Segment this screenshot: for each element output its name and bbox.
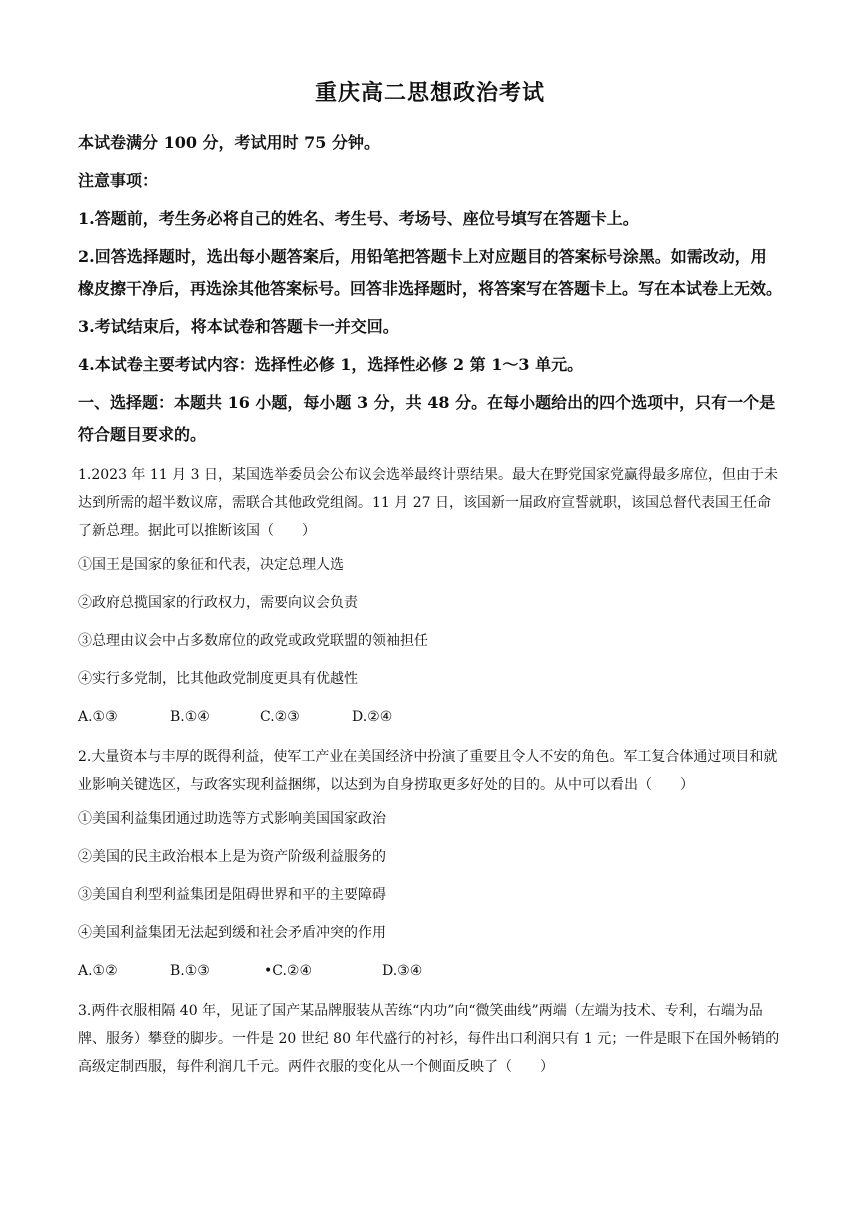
question-option: ③总理由议会中占多数席位的政党或政党联盟的领袖担任 bbox=[78, 633, 428, 649]
question-option: ③美国自利型利益集团是阻碍世界和平的主要障碍 bbox=[78, 887, 386, 903]
question-option: ②美国的民主政治根本上是为资产阶级利益服务的 bbox=[78, 849, 386, 865]
choice-c: C.②③ bbox=[260, 709, 300, 725]
choice-b: B.①③ bbox=[170, 963, 210, 979]
page-title: 重庆高二思想政治考试 bbox=[314, 80, 545, 106]
notice-item: 4.本试卷主要考试内容：选择性必修 1，选择性必修 2 第 1～3 单元。 bbox=[78, 355, 584, 374]
exam-intro: 本试卷满分 100 分，考试用时 75 分钟。 bbox=[78, 133, 380, 152]
notice-item: 3.考试结束后，将本试卷和答题卡一并交回。 bbox=[78, 317, 399, 336]
notice-header: 注意事项： bbox=[78, 171, 159, 190]
choice-d: D.②④ bbox=[352, 709, 393, 725]
question-option: ②政府总揽国家的行政权力，需要向议会负责 bbox=[78, 595, 358, 611]
question-stem: 2.大量资本与丰厚的既得利益，使军工产业在美国经济中扮演了重要且令人不安的角色。军工复合体通过项目和就业影响关键选区，与政客实现利益捆绑，以达到为自身捞取更多好处的目的。从中可以看出（ ） bbox=[78, 749, 778, 793]
question-option: ④美国利益集团无法起到缓和社会矛盾冲突的作用 bbox=[78, 925, 386, 941]
choice-c: •C.②④ bbox=[264, 963, 313, 979]
notice-item: 2.回答选择题时，选出每小题答案后，用铅笔把答题卡上对应题目的答案标号涂黑。如需改动，用橡皮擦干净后，再选涂其他答案标号。回答非选择题时，将答案写在答题卡上。写在本试卷上无效。 bbox=[78, 247, 783, 298]
answer-choices bbox=[78, 707, 782, 727]
choice-a: A.①③ bbox=[78, 709, 118, 725]
question-stem: 1.2023 年 11 月 3 日，某国选举委员会公布议会选举最终计票结果。最大在野党国家党赢得最多席位，但由于未达到所需的超半数议席，需联合其他政党组阁。11 月 27 日，该国新一届政府宣誓就职，该国总督代表国王任命了新总理。据此可以推断该国（ ） bbox=[78, 467, 778, 539]
choice-d: D.③④ bbox=[382, 963, 423, 979]
question-stem: 3.两件衣服相隔 40 年，见证了国产某品牌服装从苦练“内功”向“微笑曲线”两端（左端为技术、专利，右端为品牌、服务）攀登的脚步。一件是 20 世纪 80 年代盛行的衬衫，每件出口利润只有 1 元；一件是眼下在国外畅销的高级定制西服，每件利润几千元。两件衣服的变化从一个侧面反映了（ ） bbox=[78, 1003, 780, 1075]
section-header: 一、选择题：本题共 16 小题，每小题 3 分，共 48 分。在每小题给出的四个选项中，只有一个是符合题目要求的。 bbox=[78, 393, 776, 444]
notice-item: 1.答题前，考生务必将自己的姓名、考生号、考场号、座位号填写在答题卡上。 bbox=[78, 209, 639, 228]
answer-choices bbox=[78, 961, 782, 981]
question-option: ①美国利益集团通过助选等方式影响美国国家政治 bbox=[78, 811, 386, 827]
question-option: ①国王是国家的象征和代表，决定总理人选 bbox=[78, 557, 344, 573]
choice-b: B.①④ bbox=[170, 709, 210, 725]
choice-a: A.①② bbox=[78, 963, 118, 979]
question-option: ④实行多党制，比其他政党制度更具有优越性 bbox=[78, 671, 358, 687]
